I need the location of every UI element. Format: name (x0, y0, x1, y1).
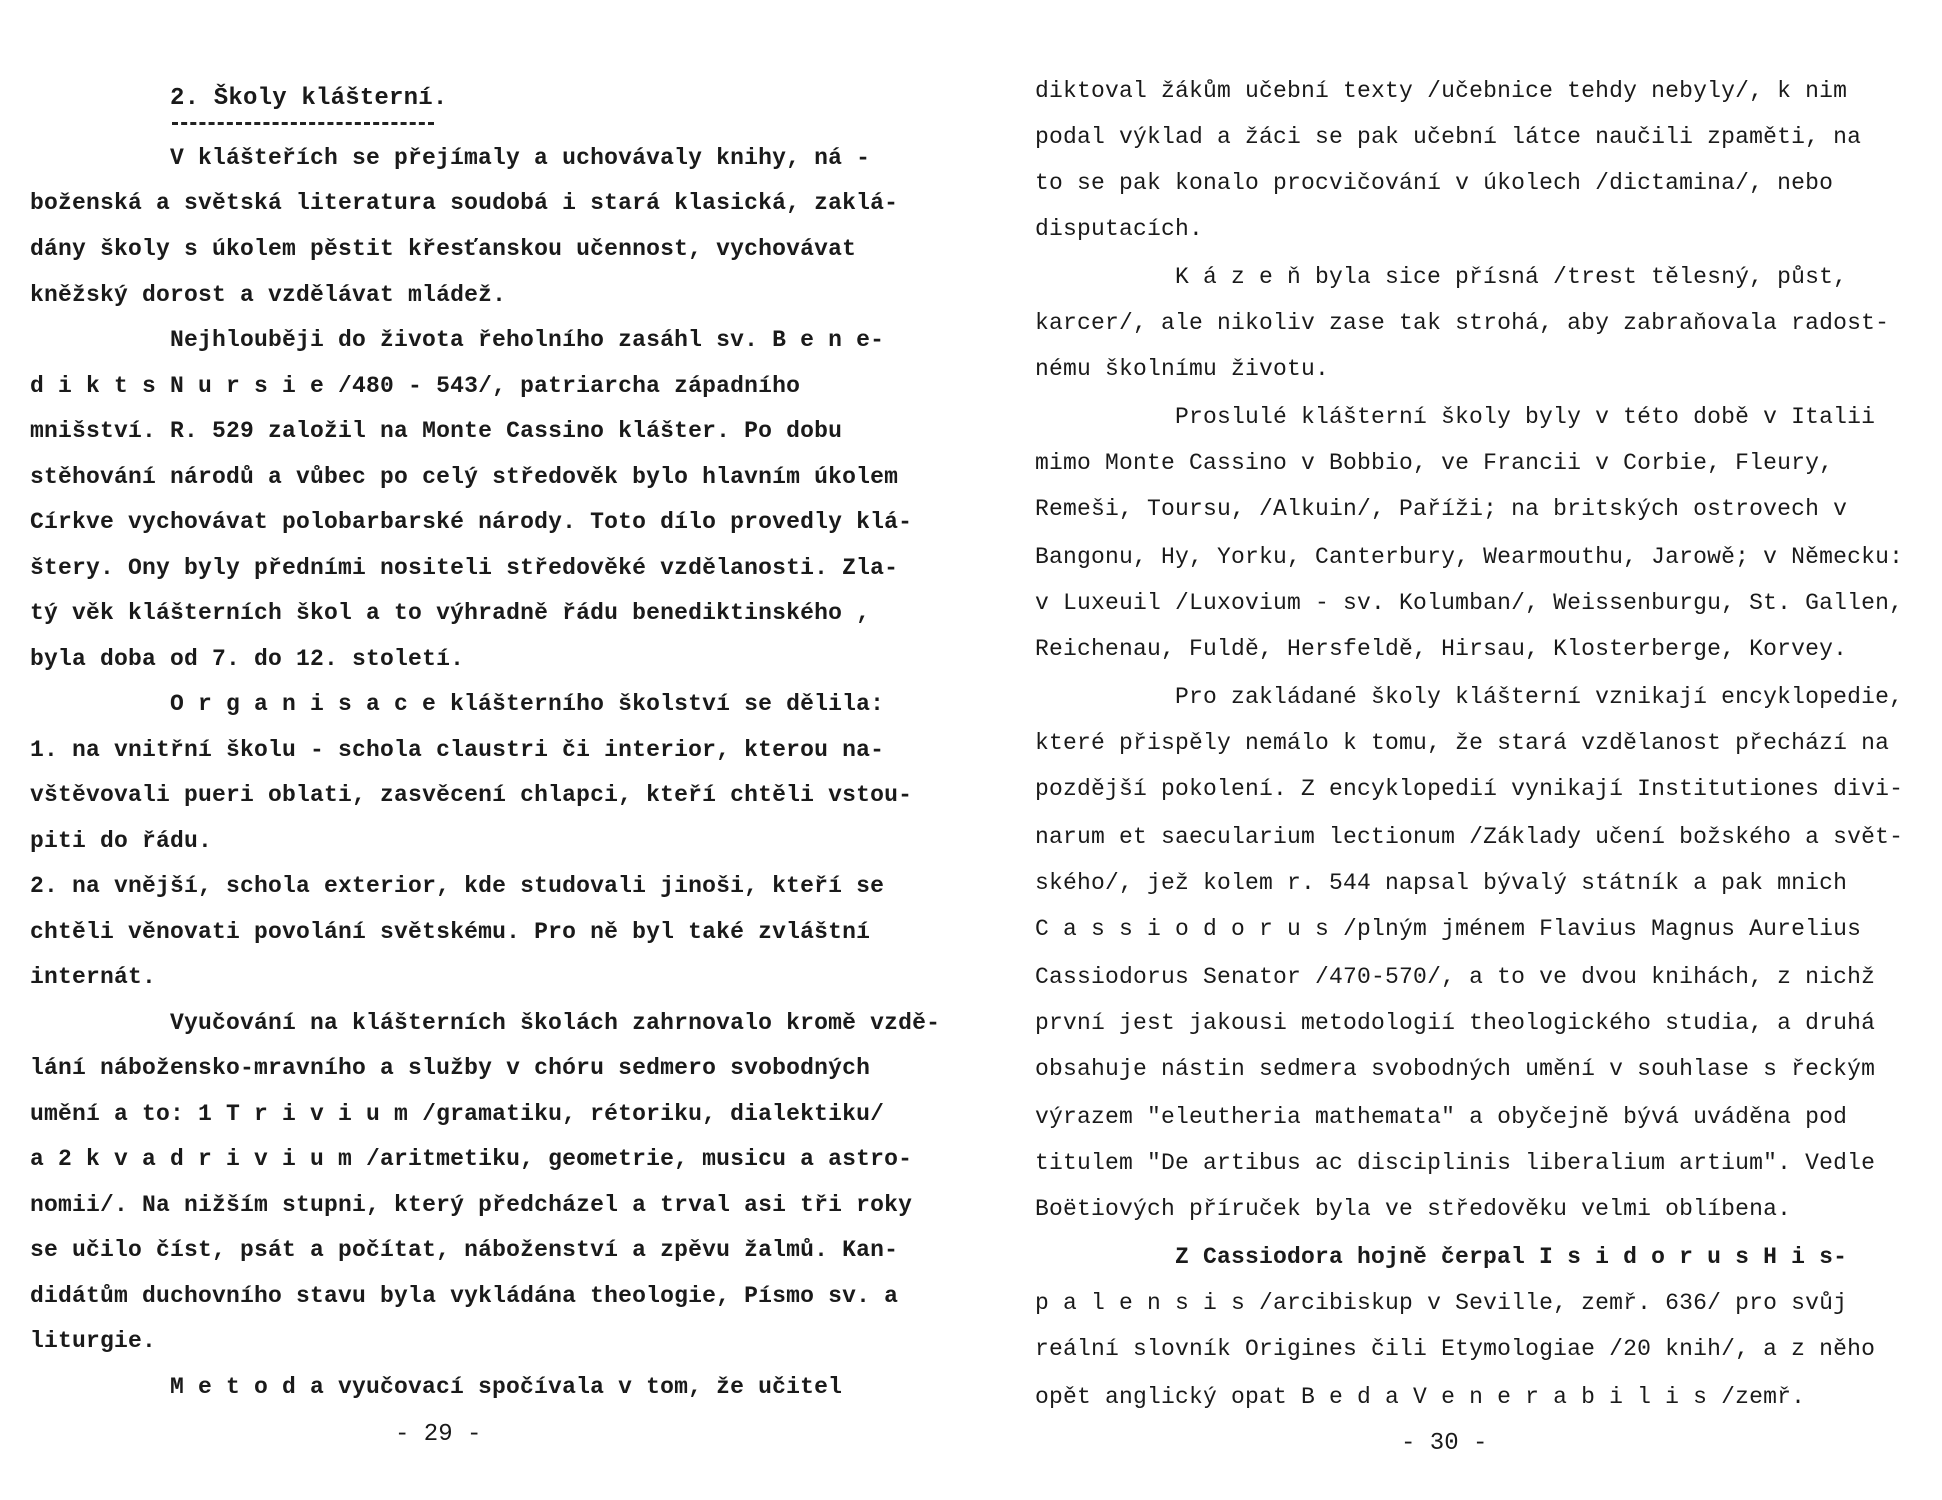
text-line: první jest jakousi metodologií theologického studia, a druhá (1035, 1010, 1876, 1036)
text-line: dány školy s úkolem pěstit křesťanskou učennost, vychovávat (30, 236, 857, 262)
text-line: boženská a světská literatura soudobá i stará klasická, zaklá- (30, 190, 899, 216)
text-line: Z Cassiodora hojně čerpal I s i d o r u s H i s- (1175, 1244, 1848, 1270)
text-line: Reichenau, Fuldě, Hersfeldě, Hirsau, Klosterberge, Korvey. (1035, 636, 1848, 662)
text-line: obsahuje nástin sedmera svobodných umění v souhlase s řeckým (1035, 1056, 1876, 1082)
text-line: v Luxeuil /Luxovium - sv. Kolumban/, Weissenburgu, St. Gallen, (1035, 590, 1904, 616)
text-line: mimo Monte Cassino v Bobbio, ve Francii v Corbie, Fleury, (1035, 450, 1834, 476)
text-line: nomii/. Na nižším stupni, který předcházel a trval asi tři roky (30, 1192, 913, 1218)
text-line: piti do řádu. (30, 828, 213, 854)
text-line: lání nábožensko-mravního a služby v chóru sedmero svobodných (30, 1055, 871, 1081)
text-line: pozdější pokolení. Z encyklopedií vynikají Institutiones divi- (1035, 776, 1904, 802)
text-line: Cassiodorus Senator /470-570/, a to ve dvou knihách, z nichž (1035, 964, 1876, 990)
text-line: byla doba od 7. do 12. století. (30, 646, 465, 672)
text-line: Remeši, Toursu, /Alkuin/, Paříži; na britských ostrovech v (1035, 496, 1848, 522)
right-page (971, 0, 1942, 1500)
text-line: Boëtiových příruček byla ve středověku velmi oblíbena. (1035, 1196, 1792, 1222)
text-line: C a s s i o d o r u s /plným jménem Flavius Magnus Aurelius (1035, 916, 1862, 942)
text-line: a 2 k v a d r i v i u m /aritmetiku, geometrie, musicu a astro- (30, 1146, 913, 1172)
text-line: p a l e n s i s /arcibiskup v Seville, zemř. 636/ pro svůj (1035, 1290, 1848, 1316)
text-line: Proslulé klášterní školy byly v této době v Italii (1175, 404, 1876, 430)
text-line: narum et saecularium lectionum /Základy učení božského a svět- (1035, 824, 1904, 850)
text-line: nému školnímu životu. (1035, 356, 1330, 382)
text-line: Vyučování na klášterních školách zahrnovalo kromě vzdě- (170, 1010, 941, 1036)
text-line: disputacích. (1035, 216, 1204, 242)
section-heading: 2. Školy klášterní. (170, 85, 448, 112)
text-line: karcer/, ale nikoliv zase tak strohá, aby zabraňovala radost- (1035, 310, 1890, 336)
text-line: Církve vychovávat polobarbarské národy. Toto dílo provedly klá- (30, 509, 913, 535)
text-line: V klášteřích se přejímaly a uchovávaly knihy, ná - (170, 145, 871, 171)
text-line: se učilo číst, psát a počítat, náboženství a zpěvu žalmů. Kan- (30, 1237, 899, 1263)
text-line: diktoval žákům učební texty /učebnice tehdy nebyly/, k nim (1035, 78, 1848, 104)
text-line: K á z e ň byla sice přísná /trest tělesný, půst, (1175, 264, 1848, 290)
text-line: umění a to: 1 T r i v i u m /gramatiku, rétoriku, dialektiku/ (30, 1101, 885, 1127)
text-line: ského/, jež kolem r. 544 napsal bývalý státník a pak mnich (1035, 870, 1848, 896)
text-line: O r g a n i s a c e klášterního školství se dělila: (170, 691, 885, 717)
text-line: M e t o d a vyučovací spočívala v tom, že učitel (170, 1374, 843, 1400)
text-line: chtěli věnovati povolání světskému. Pro ně byl také zvláštní (30, 919, 871, 945)
text-line: titulem "De artibus ac disciplinis liberalium artium". Vedle (1035, 1150, 1876, 1176)
text-line: to se pak konalo procvičování v úkolech /dictamina/, nebo (1035, 170, 1834, 196)
text-line: kněžský dorost a vzdělávat mládež. (30, 282, 507, 308)
text-line: internát. (30, 964, 157, 990)
text-line: výrazem "eleutheria mathemata" a obyčejně bývá uváděna pod (1035, 1104, 1848, 1130)
text-line: didátům duchovního stavu byla vykládána theologie, Písmo sv. a (30, 1283, 899, 1309)
text-line: Nejhlouběji do života řeholního zasáhl sv. B e n e- (170, 327, 885, 353)
text-line: tý věk klášterních škol a to výhradně řádu benediktinského , (30, 600, 871, 626)
text-line: reální slovník Origines čili Etymologiae /20 knih/, a z něho (1035, 1336, 1876, 1362)
text-line: vštěvovali pueri oblati, zasvěcení chlapci, kteří chtěli vstou- (30, 782, 913, 808)
text-line: podal výklad a žáci se pak učební látce naučili zpaměti, na (1035, 124, 1862, 150)
text-line: stěhování národů a vůbec po celý středověk bylo hlavním úkolem (30, 464, 899, 490)
text-line: štery. Ony byly předními nositeli středověké vzdělanosti. Zla- (30, 555, 899, 581)
text-line: které přispěly nemálo k tomu, že stará vzdělanost přechází na (1035, 730, 1890, 756)
text-line: liturgie. (30, 1328, 157, 1354)
page-number: - 30 - (1401, 1430, 1488, 1457)
text-line: d i k t s N u r s i e /480 - 543/, patriarcha západního (30, 373, 801, 399)
page-number: - 29 - (395, 1421, 482, 1448)
text-line: 2. na vnější, schola exterior, kde studovali jinoši, kteří se (30, 873, 885, 899)
text-line: 1. na vnitřní školu - schola claustri či interior, kterou na- (30, 737, 885, 763)
text-line: opět anglický opat B e d a V e n e r a b i l i s /zemř. (1035, 1384, 1806, 1410)
text-line: Pro zakládané školy klášterní vznikají encyklopedie, (1175, 684, 1904, 710)
text-line: mnišství. R. 529 založil na Monte Cassino klášter. Po dobu (30, 418, 843, 444)
text-line: Bangonu, Hy, Yorku, Canterbury, Wearmouthu, Jarowě; v Německu: (1035, 544, 1904, 570)
heading-underline (172, 122, 434, 125)
